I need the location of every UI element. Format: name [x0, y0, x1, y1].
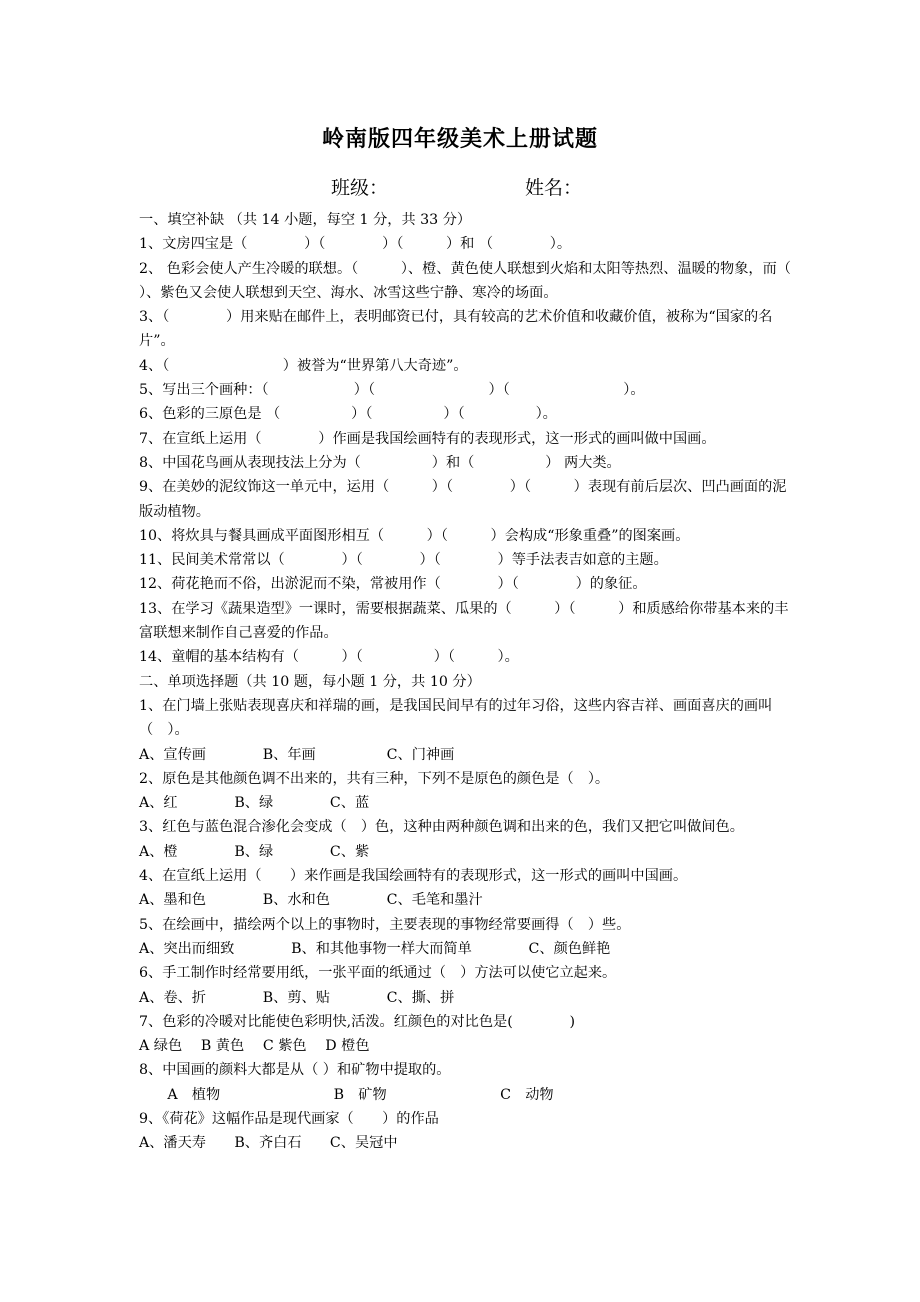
choice-question-2-stem: 2、原色是其他颜色调不出来的，共有三种，下列不是原色的颜色是（ ）。 — [139, 770, 610, 787]
section-heading-fill-blank: 一、填空补缺 （共 14 小题，每空 1 分，共 33 分） — [139, 212, 472, 228]
fill-question-8: 8、中国花鸟画从表现技法上分为（ ）和（ ） 两大类。 — [139, 454, 621, 471]
choice-question-1-stem: 1、在门墙上张贴表现喜庆和祥瑞的画，是我国民间早有的过年习俗，这些内容吉祥、画面喜庆的画叫（ ）。 — [139, 697, 773, 739]
fill-question-11: 11、民间美术常常以（ ）（ ）（ ）等手法表吉如意的主题。 — [139, 552, 668, 569]
choice-question-4-stem: 4、在宣纸上运用（ ）来作画是我国绘画特有的表现形式，这一形式的画叫中国画。 — [139, 868, 688, 885]
choice-question-5-stem: 5、在绘画中，描绘两个以上的事物时，主要表现的事物经常要画得（ ）些。 — [139, 916, 631, 933]
choice-question-9-stem: 9、《荷花》这幅作品是现代画家（ ）的作品 — [139, 1110, 439, 1127]
choice-question-3-options: A、橙 B、绿 C、紫 — [139, 843, 370, 860]
fill-question-3: 3、（ ）用来贴在邮件上，表明邮资已付，具有较高的艺术价值和收藏价值，被称为“国家的名片”。 — [139, 309, 773, 350]
choice-question-5-options: A、突出而细致 B、和其他事物一样大而简单 C、颜色鲜艳 — [139, 940, 611, 957]
choice-question-1-options: A、宣传画 B、年画 C、门神画 — [139, 746, 455, 763]
choice-question-7-options: A 绿色 B 黄色 C 紫色 D 橙色 — [139, 1038, 370, 1055]
choice-question-8-options: A 植物 B 矿物 C 动物 — [139, 1086, 554, 1103]
exam-content — [139, 208, 834, 1156]
fill-question-5: 5、写出三个画种：（ ）（ ）（ ）。 — [139, 382, 645, 399]
choice-question-9-options: A、潘天寿 B、齐白石 C、吴冠中 — [139, 1135, 398, 1152]
section-heading-multiple-choice: 二、单项选择题（共 10 题，每小题 1 分，共 10 分） — [139, 673, 481, 690]
fill-question-2: 2、 色彩会使人产生冷暖的联想。（ ）、橙、黄色使人联想到火焰和太阳等热烈、温暖的物象，而（ ）、紫色又会使人联想到天空、海水、冰雪这些宁静、寒冷的场面。 — [139, 260, 834, 301]
choice-question-8-stem: 8、中国画的颜料大都是从（ ）和矿物中提取的。 — [139, 1062, 451, 1079]
fill-question-7: 7、在宣纸上运用（ ）作画是我国绘画特有的表现形式，这一形式的画叫做中国画。 — [139, 430, 716, 447]
choice-question-6-stem: 6、手工制作时经常要用纸，一张平面的纸通过（ ）方法可以使它立起来。 — [139, 965, 617, 982]
choice-question-7-stem: 7、色彩的冷暖对比能使色彩明快,活泼。红颜色的对比色是( ) — [139, 1013, 576, 1030]
fill-question-6: 6、色彩的三原色是 （ ）（ ）（ ）。 — [139, 406, 557, 423]
choice-question-6-options: A、卷、折 B、剪、贴 C、撕、拼 — [139, 989, 455, 1006]
choice-question-2-options: A、红 B、绿 C、蓝 — [139, 795, 370, 812]
fill-question-1: 1、文房四宝是（ ）（ ）（ ）和 （ ）。 — [139, 236, 572, 253]
class-label: 班级： — [331, 177, 389, 199]
choice-question-4-options: A、墨和色 B、水和色 C、毛笔和墨汁 — [139, 892, 483, 909]
fill-question-4: 4、（ ）被誉为“世界第八大奇迹”。 — [139, 357, 468, 374]
fill-question-13: 13、在学习《蔬果造型》一课时，需要根据蔬菜、瓜果的（ ）（ ）和质感给你带基本来的丰富联想来制作自己喜爱的作品。 — [139, 600, 789, 642]
fill-question-14: 14、童帽的基本结构有（ ）（ ）（ ）。 — [139, 649, 519, 666]
name-label: 姓名： — [525, 177, 583, 199]
fill-question-12: 12、荷花艳而不俗，出淤泥而不染，常被用作（ ）（ ）的象征。 — [139, 576, 647, 593]
fill-question-9: 9、在美妙的泥纹饰这一单元中，运用（ ）（ ）（ ）表现有前后层次、凹凸画面的泥版动植物。 — [139, 479, 787, 520]
fill-question-10: 10、将炊具与餐具画成平面图形相互（ ）（ ）会构成“形象重叠”的图案画。 — [139, 527, 690, 544]
page-title: 岭南版四年级美术上册试题 — [321, 127, 598, 152]
choice-question-3-stem: 3、红色与蓝色混合渗化会变成（ ）色，这种由两种颜色调和出来的色，我们又把它叫做间色。 — [139, 819, 744, 836]
